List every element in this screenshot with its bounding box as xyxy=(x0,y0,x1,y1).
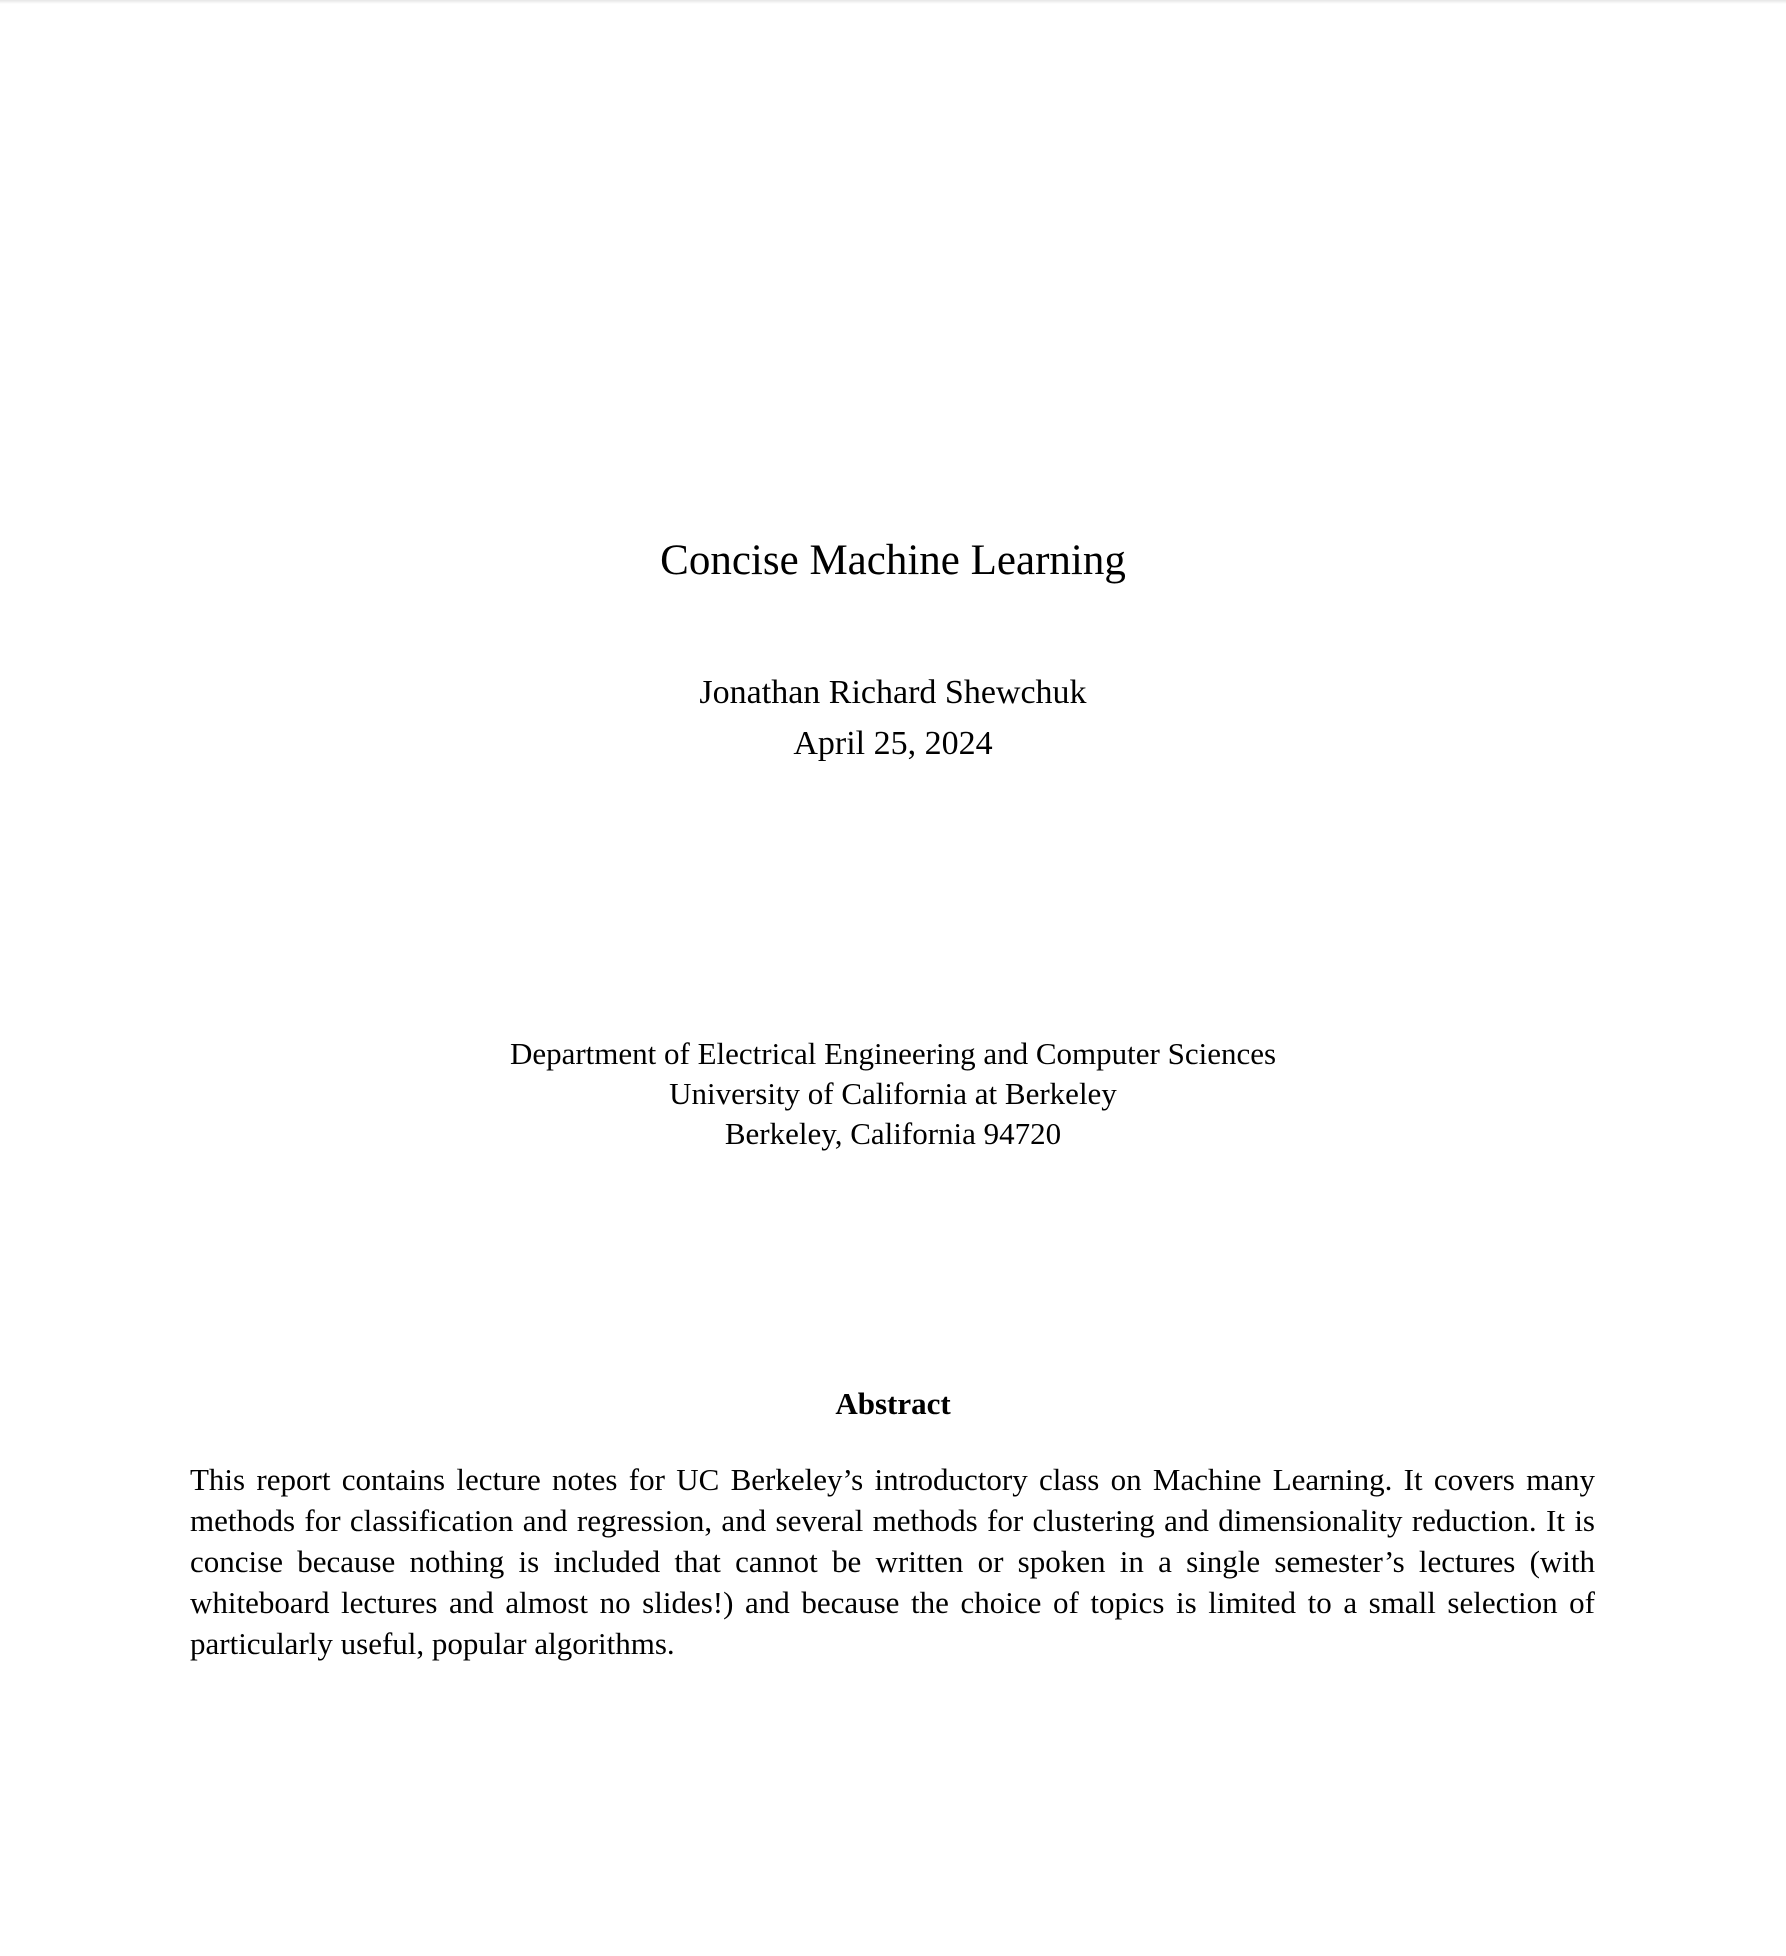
publication-date: April 25, 2024 xyxy=(793,725,993,762)
author-name: Jonathan Richard Shewchuk xyxy=(699,674,1087,711)
affiliation-university: University of California at Berkeley xyxy=(669,1076,1117,1111)
abstract-text: This report contains lecture notes for UC Berkeley’s introductory class on Machine Learning. It covers many methods for classification and regression, and several methods for clustering and dimensionality reduction. It is concise because nothing is included that cannot be written or spoken in a single semester’s lectures (with whiteboard lectures and almost no slides!) and because the choice of topics is limited to a small selection of particularly useful, popular algorithms. xyxy=(190,1462,1595,1661)
abstract-heading: Abstract xyxy=(835,1386,951,1421)
document-title: Concise Machine Learning xyxy=(660,537,1126,584)
affiliation-address: Berkeley, California 94720 xyxy=(724,1116,1062,1151)
affiliation-department: Department of Electrical Engineering and Computer Sciences xyxy=(509,1036,1277,1071)
